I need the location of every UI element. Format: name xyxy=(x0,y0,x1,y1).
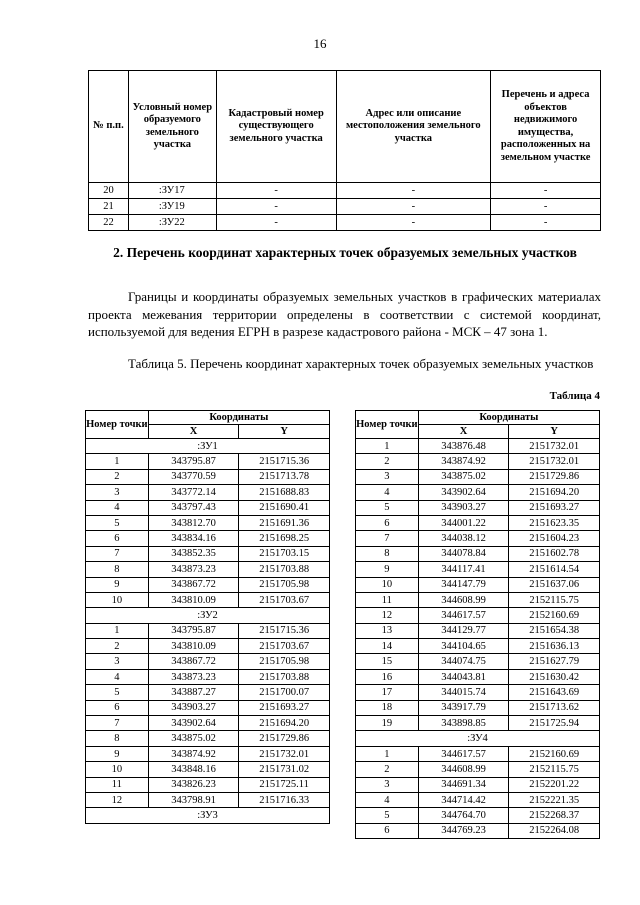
table-row xyxy=(356,808,600,823)
point-number: 7 xyxy=(86,716,149,731)
cadastral-number: - xyxy=(216,215,336,231)
coord-y: 2151703.88 xyxy=(239,562,330,577)
table-row xyxy=(89,183,601,199)
table-row xyxy=(86,700,330,715)
coord-x: 344769.23 xyxy=(418,823,509,838)
table-row xyxy=(86,792,330,807)
coord-x: 344074.75 xyxy=(418,654,509,669)
point-number: 1 xyxy=(86,454,149,469)
header-point-number: Номер точки xyxy=(86,411,149,439)
header-cadastral-number: Кадастровый номер существующего земельного участка xyxy=(216,71,336,183)
point-number: 2 xyxy=(356,454,419,469)
table-row xyxy=(89,199,601,215)
coord-x: 344117.41 xyxy=(418,562,509,577)
table-row xyxy=(86,777,330,792)
coord-y: 2151693.27 xyxy=(239,700,330,715)
header-x: X xyxy=(418,425,509,439)
table-row xyxy=(86,577,330,592)
table-row xyxy=(86,562,330,577)
address: - xyxy=(336,199,491,215)
coord-y: 2151694.20 xyxy=(509,485,600,500)
table-row xyxy=(356,439,600,454)
coord-x: 343795.87 xyxy=(148,623,239,638)
header-address: Адрес или описание местоположения земельного участка xyxy=(336,71,491,183)
coord-y: 2152268.37 xyxy=(509,808,600,823)
coordinates-right-body xyxy=(356,439,600,839)
point-number: 3 xyxy=(356,777,419,792)
section-row xyxy=(86,608,330,623)
point-number: 5 xyxy=(86,685,149,700)
paragraph-table-reference: Таблица 5. Перечень координат характерных точек образуемых земельных участков xyxy=(128,356,594,371)
point-number: 3 xyxy=(356,469,419,484)
point-number: 10 xyxy=(86,592,149,607)
table-row xyxy=(356,823,600,838)
point-number: 16 xyxy=(356,669,419,684)
coord-x: 343848.16 xyxy=(148,762,239,777)
point-number: 2 xyxy=(356,762,419,777)
coord-x: 343875.02 xyxy=(148,731,239,746)
coord-x: 343876.48 xyxy=(418,439,509,454)
point-number: 1 xyxy=(86,623,149,638)
coord-y: 2151715.36 xyxy=(239,623,330,638)
coord-x: 344617.57 xyxy=(418,608,509,623)
table-row xyxy=(356,469,600,484)
coord-x: 343812.70 xyxy=(148,515,239,530)
point-number: 7 xyxy=(356,531,419,546)
coord-x: 344764.70 xyxy=(418,808,509,823)
coord-x: 343874.92 xyxy=(418,454,509,469)
conditional-number: :ЗУ19 xyxy=(128,199,216,215)
table-row xyxy=(86,746,330,761)
table-row xyxy=(86,654,330,669)
header-coordinates: Координаты xyxy=(148,411,329,425)
point-number: 2 xyxy=(86,469,149,484)
row-number: 21 xyxy=(89,199,129,215)
coord-x: 343902.64 xyxy=(418,485,509,500)
point-number: 4 xyxy=(86,669,149,684)
table-row xyxy=(86,469,330,484)
table-row xyxy=(356,777,600,792)
coord-y: 2151732.01 xyxy=(509,439,600,454)
coord-x: 343898.85 xyxy=(418,716,509,731)
coord-y: 2152160.69 xyxy=(509,608,600,623)
coord-x: 344147.79 xyxy=(418,577,509,592)
table-row xyxy=(356,515,600,530)
coord-x: 344617.57 xyxy=(418,746,509,761)
point-number: 9 xyxy=(86,577,149,592)
coord-x: 344015.74 xyxy=(418,685,509,700)
table-row xyxy=(356,546,600,561)
coord-x: 343902.64 xyxy=(148,716,239,731)
section-row xyxy=(86,439,330,454)
point-number: 9 xyxy=(86,746,149,761)
table-row xyxy=(89,215,601,231)
point-number: 2 xyxy=(86,639,149,654)
table-row xyxy=(356,623,600,638)
coord-x: 344038.12 xyxy=(418,531,509,546)
coord-y: 2151690.41 xyxy=(239,500,330,515)
point-number: 9 xyxy=(356,562,419,577)
coord-y: 2151703.15 xyxy=(239,546,330,561)
point-number: 7 xyxy=(86,546,149,561)
page-number: 16 xyxy=(313,36,327,51)
coord-y: 2151705.98 xyxy=(239,577,330,592)
coord-x: 343917.79 xyxy=(418,700,509,715)
point-number: 18 xyxy=(356,700,419,715)
real-estate-list: - xyxy=(491,215,601,231)
point-number: 3 xyxy=(86,654,149,669)
coord-y: 2151643.69 xyxy=(509,685,600,700)
coord-x: 344104.65 xyxy=(418,639,509,654)
coord-y: 2152221.35 xyxy=(509,792,600,807)
table-row xyxy=(356,700,600,715)
point-number: 8 xyxy=(86,731,149,746)
plot-section-label: :ЗУ3 xyxy=(86,808,330,823)
coord-y: 2151602.78 xyxy=(509,546,600,561)
point-number: 19 xyxy=(356,716,419,731)
coord-x: 343810.09 xyxy=(148,592,239,607)
coord-y: 2151731.02 xyxy=(239,762,330,777)
point-number: 4 xyxy=(86,500,149,515)
point-number: 12 xyxy=(356,608,419,623)
point-number: 4 xyxy=(356,485,419,500)
header-y: Y xyxy=(239,425,330,439)
coord-x: 343887.27 xyxy=(148,685,239,700)
coord-x: 344691.34 xyxy=(418,777,509,792)
coord-y: 2151705.98 xyxy=(239,654,330,669)
section-row xyxy=(86,808,330,823)
point-number: 1 xyxy=(356,746,419,761)
coord-y: 2151716.33 xyxy=(239,792,330,807)
table-row xyxy=(86,485,330,500)
header-coordinates: Координаты xyxy=(418,411,599,425)
land-plots-table xyxy=(88,70,601,231)
table-row xyxy=(86,531,330,546)
point-number: 5 xyxy=(356,808,419,823)
table-row xyxy=(356,792,600,807)
table-caption: Таблица 4 xyxy=(549,390,600,402)
paragraph-coordinates-intro: Границы и координаты образуемых земельных участков в графических материалах проекта межевания территории определены в соответствии с системой координат, используемой для ведения ЕГРН в разрезе кадастрового района - МСК – 47 зона 1. xyxy=(88,289,601,339)
coord-y: 2151713.78 xyxy=(239,469,330,484)
coord-x: 343826.23 xyxy=(148,777,239,792)
coord-y: 2151703.67 xyxy=(239,639,330,654)
coord-x: 343873.23 xyxy=(148,669,239,684)
coord-y: 2151732.01 xyxy=(509,454,600,469)
coord-y: 2152115.75 xyxy=(509,592,600,607)
coord-y: 2151654.38 xyxy=(509,623,600,638)
point-number: 11 xyxy=(356,592,419,607)
coord-y: 2151713.62 xyxy=(509,700,600,715)
table-row xyxy=(356,746,600,761)
coord-y: 2151637.06 xyxy=(509,577,600,592)
plot-section-label: :ЗУ1 xyxy=(86,439,330,454)
point-number: 4 xyxy=(356,792,419,807)
coord-x: 343852.35 xyxy=(148,546,239,561)
coord-x: 344078.84 xyxy=(418,546,509,561)
coord-y: 2152201.22 xyxy=(509,777,600,792)
point-number: 13 xyxy=(356,623,419,638)
header-x: X xyxy=(148,425,239,439)
cadastral-number: - xyxy=(216,199,336,215)
table-row xyxy=(356,500,600,515)
point-number: 17 xyxy=(356,685,419,700)
real-estate-list: - xyxy=(491,199,601,215)
coord-x: 343795.87 xyxy=(148,454,239,469)
table-row xyxy=(86,500,330,515)
table-row xyxy=(86,669,330,684)
table-row xyxy=(86,454,330,469)
address: - xyxy=(336,183,491,199)
coord-x: 343772.14 xyxy=(148,485,239,500)
table-row xyxy=(356,685,600,700)
coord-x: 343798.91 xyxy=(148,792,239,807)
coord-x: 343867.72 xyxy=(148,654,239,669)
coord-x: 343874.92 xyxy=(148,746,239,761)
table-row xyxy=(86,762,330,777)
header-point-number: Номер точки xyxy=(356,411,419,439)
row-number: 20 xyxy=(89,183,129,199)
table-row xyxy=(356,577,600,592)
coord-y: 2152160.69 xyxy=(509,746,600,761)
point-number: 6 xyxy=(356,515,419,530)
table-row xyxy=(356,485,600,500)
header-number: № п.п. xyxy=(89,71,129,183)
coord-y: 2151693.27 xyxy=(509,500,600,515)
point-number: 11 xyxy=(86,777,149,792)
table-row xyxy=(86,515,330,530)
table-row xyxy=(356,608,600,623)
point-number: 6 xyxy=(86,700,149,715)
coord-x: 343797.43 xyxy=(148,500,239,515)
address: - xyxy=(336,215,491,231)
point-number: 3 xyxy=(86,485,149,500)
header-y: Y xyxy=(509,425,600,439)
table-row xyxy=(356,454,600,469)
table-row xyxy=(86,685,330,700)
point-number: 14 xyxy=(356,639,419,654)
point-number: 6 xyxy=(356,823,419,838)
coord-y: 2151703.88 xyxy=(239,669,330,684)
point-number: 8 xyxy=(86,562,149,577)
point-number: 8 xyxy=(356,546,419,561)
coord-y: 2151715.36 xyxy=(239,454,330,469)
point-number: 10 xyxy=(356,577,419,592)
coord-y: 2151698.25 xyxy=(239,531,330,546)
conditional-number: :ЗУ17 xyxy=(128,183,216,199)
table-row xyxy=(86,731,330,746)
conditional-number: :ЗУ22 xyxy=(128,215,216,231)
coord-x: 343770.59 xyxy=(148,469,239,484)
point-number: 1 xyxy=(356,439,419,454)
table-row xyxy=(356,592,600,607)
coord-y: 2152264.08 xyxy=(509,823,600,838)
coord-y: 2151691.36 xyxy=(239,515,330,530)
point-number: 12 xyxy=(86,792,149,807)
coord-y: 2151729.86 xyxy=(239,731,330,746)
table-row xyxy=(356,654,600,669)
coord-y: 2151623.35 xyxy=(509,515,600,530)
point-number: 5 xyxy=(356,500,419,515)
coord-y: 2151729.86 xyxy=(509,469,600,484)
coord-y: 2151694.20 xyxy=(239,716,330,731)
coord-y: 2151732.01 xyxy=(239,746,330,761)
table-row xyxy=(356,716,600,731)
point-number: 15 xyxy=(356,654,419,669)
coord-y: 2151636.13 xyxy=(509,639,600,654)
header-real-estate-list: Перечень и адреса объектов недвижимого имущества, расположенных на земельном участке xyxy=(491,71,601,183)
coord-y: 2151725.11 xyxy=(239,777,330,792)
table-row xyxy=(356,562,600,577)
coord-x: 344001.22 xyxy=(418,515,509,530)
coord-y: 2151604.23 xyxy=(509,531,600,546)
coordinates-left-body xyxy=(86,439,330,824)
plot-section-label: :ЗУ4 xyxy=(356,731,600,746)
coord-x: 343903.27 xyxy=(418,500,509,515)
table-row xyxy=(356,669,600,684)
row-number: 22 xyxy=(89,215,129,231)
coordinates-table-left xyxy=(85,410,330,824)
coord-y: 2152115.75 xyxy=(509,762,600,777)
coord-y: 2151688.83 xyxy=(239,485,330,500)
header-conditional-number: Условный номер образуемого земельного участка xyxy=(128,71,216,183)
coord-y: 2151703.67 xyxy=(239,592,330,607)
table-row xyxy=(86,639,330,654)
table-row xyxy=(356,639,600,654)
coord-y: 2151630.42 xyxy=(509,669,600,684)
coordinates-table-right xyxy=(355,410,600,839)
point-number: 10 xyxy=(86,762,149,777)
coord-y: 2151614.54 xyxy=(509,562,600,577)
coord-x: 344608.99 xyxy=(418,592,509,607)
cadastral-number: - xyxy=(216,183,336,199)
point-number: 5 xyxy=(86,515,149,530)
coord-x: 344043.81 xyxy=(418,669,509,684)
table-row xyxy=(86,623,330,638)
coord-x: 344129.77 xyxy=(418,623,509,638)
section-title: 2. Перечень координат характерных точек образуемых земельных участков xyxy=(113,245,577,260)
point-number: 6 xyxy=(86,531,149,546)
coord-x: 343903.27 xyxy=(148,700,239,715)
table-row xyxy=(86,546,330,561)
coord-x: 344714.42 xyxy=(418,792,509,807)
coord-x: 343810.09 xyxy=(148,639,239,654)
table-row xyxy=(356,531,600,546)
coord-y: 2151700.07 xyxy=(239,685,330,700)
coord-x: 343867.72 xyxy=(148,577,239,592)
plot-section-label: :ЗУ2 xyxy=(86,608,330,623)
table-row xyxy=(356,762,600,777)
coord-x: 343873.23 xyxy=(148,562,239,577)
coord-x: 343875.02 xyxy=(418,469,509,484)
table-row xyxy=(86,592,330,607)
coord-x: 343834.16 xyxy=(148,531,239,546)
coord-y: 2151627.79 xyxy=(509,654,600,669)
coord-y: 2151725.94 xyxy=(509,716,600,731)
land-plots-body xyxy=(89,183,601,231)
real-estate-list: - xyxy=(491,183,601,199)
coord-x: 344608.99 xyxy=(418,762,509,777)
section-row xyxy=(356,731,600,746)
table-row xyxy=(86,716,330,731)
